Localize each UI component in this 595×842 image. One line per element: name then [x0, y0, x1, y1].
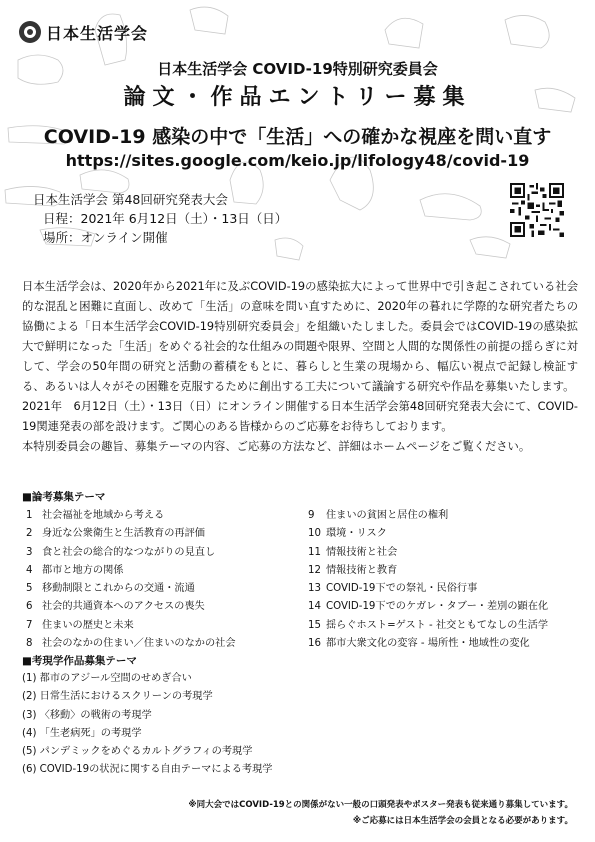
list-item [308, 635, 578, 653]
list-item [308, 544, 578, 562]
topic-number: 5 [26, 583, 33, 595]
topic-label: 都市と地方の関係 [42, 564, 124, 576]
intro-paragraph: 2021年 6月12日（土）・13日（日）にオンライン開催する日本生活学会第48回研究発表大会にて、COVID-19関連発表の部を設けます。ご関心のある皆様からのご応募をお待ちしております。 [22, 400, 578, 433]
intro-paragraph: 本特別委員会の趣旨、募集テーマの内容、ご応募の方法など、詳細はホームページをご覧ください。 [22, 440, 531, 453]
topic-label: COVID-19下での祭礼・民俗行事 [326, 583, 478, 595]
list-item [26, 580, 296, 598]
topic-number: 15 [308, 619, 321, 631]
topic-label: 食と社会の総合的なつながりの見直し [42, 546, 216, 558]
topic-number: 11 [308, 546, 321, 558]
list-item [26, 507, 296, 525]
topic-label: 社会のなかの住まい／住まいのなかの社会 [42, 638, 236, 650]
list-item: (2) 日常生活におけるスクリーンの考現学 [22, 691, 213, 703]
logo-text: 日本生活学会 [46, 23, 149, 43]
footnote: ※同大会ではCOVID-19との関係がない一般の口頭発表やポスター発表も従来通り募集しています。 [188, 800, 573, 810]
page-title: 論文・作品エントリー募集 [123, 85, 472, 110]
topic-label: 都市大衆文化の変容 - 場所性・地域性の変化 [326, 638, 530, 650]
list-item [308, 562, 578, 580]
topic-label: 環境・リスク [326, 528, 387, 540]
topics-list-left [26, 507, 296, 653]
topic-number: 10 [308, 528, 321, 540]
topic-number: 4 [26, 564, 33, 576]
list-item: (4) 「生老病死」の考現学 [22, 727, 142, 739]
topic-label: 情報技術と教育 [326, 564, 398, 576]
topic-label: 住まいの貧困と居住の権利 [326, 510, 449, 521]
topic-number: 8 [26, 638, 33, 650]
list-item: (3) 〈移動〉の戦術の考現学 [22, 709, 152, 721]
list-item [26, 562, 296, 580]
topic-label: COVID-19下でのケガレ・タブー・差別の顕在化 [326, 601, 549, 613]
topic-number: 13 [308, 583, 321, 595]
list-item [26, 598, 296, 616]
topic-number: 14 [308, 601, 321, 613]
topic-number: 9 [308, 510, 315, 521]
topic-label: 揺らぐホスト=ゲスト - 社交ともてなしの生活学 [326, 619, 549, 631]
list-item [26, 544, 296, 562]
list-item [308, 507, 578, 525]
topics-list-right [308, 507, 578, 653]
qr-code-icon[interactable] [510, 183, 564, 237]
topic-number: 3 [26, 546, 33, 558]
topic-label: 移動制限とこれからの交通・流通 [42, 583, 195, 595]
list-item: (1) 都市のアジール空間のせめぎ合い [22, 673, 192, 684]
list-item: (5) パンデミックをめぐるカルトグラフィの考現学 [22, 746, 253, 758]
topic-label: 情報技術と社会 [326, 546, 398, 558]
list-item [308, 617, 578, 635]
topic-number: 2 [26, 528, 33, 540]
topic-number: 16 [308, 638, 321, 650]
list-item [26, 617, 296, 635]
intro-text [22, 277, 578, 457]
committee-subtitle: 日本生活学会 COVID-19特別研究委員会 [157, 60, 438, 78]
topic-number: 7 [26, 619, 33, 631]
intro-paragraph: 日本生活学会は、2020年から2021年に及ぶCOVID-19の感染拡大によって世界中で引き起こされている社会的な混乱と困難に直面し、改めて「生活」の意味を問い直すために、2020年の暮れに学際的な研究者たちの協働による「日本生活学会COVID-19特別研究委員会」を組織いたしました。委員会ではCOVID-19の感染拡大で鮮明になった「生活」をめぐる社会的な仕組みの問題や限界、空間と人間的な関係性の前提の揺らぎに対して、学会の50年間の研究と活動の蓄積をもとに、暮らしと生業の現場から、幅広い視点で記録し検証する、あるいは人々がその困難を克服するために創出する工夫について議論する研究や作品を募集いたします。 [22, 280, 578, 393]
topic-label: 住まいの歴史と未来 [42, 619, 134, 631]
conference-date: 日程：2021年 6月12日（土）・13日（日） [43, 211, 288, 226]
list-item [26, 525, 296, 543]
topics-heading: ■論考募集テーマ [22, 491, 106, 503]
society-logo [18, 20, 148, 44]
list-item [308, 580, 578, 598]
footnotes [188, 797, 573, 829]
conference-place: 場所：オンライン開催 [43, 230, 168, 245]
topic-number: 6 [26, 601, 33, 613]
topic-number: 12 [308, 564, 321, 576]
list-item [26, 635, 296, 653]
topic-label: 身近な公衆衛生と生活教育の再評価 [42, 528, 205, 540]
list-item [308, 525, 578, 543]
logo-emblem-icon [18, 20, 42, 44]
topic-label: 社会的共通資本へのアクセスの喪失 [42, 601, 205, 613]
theme-title: COVID-19 感染の中で「生活」への確かな視座を問い直す [43, 126, 552, 148]
conference-name: 日本生活学会 第48回研究発表大会 [33, 192, 228, 207]
footnote: ※ご応募には日本生活学会の会員となる必要があります。 [352, 816, 573, 826]
works-heading: ■考現学作品募集テーマ [22, 655, 137, 667]
topic-number: 1 [26, 510, 33, 521]
works-list [22, 670, 272, 780]
list-item: (6) COVID-19の状況に関する自由テーマによる考現学 [22, 764, 273, 776]
list-item [308, 598, 578, 616]
homepage-link[interactable]: https://sites.google.com/keio.jp/lifology48/covid-19 [65, 151, 530, 170]
topic-label: 社会福祉を地域から考える [42, 510, 165, 521]
conference-info [33, 190, 287, 247]
